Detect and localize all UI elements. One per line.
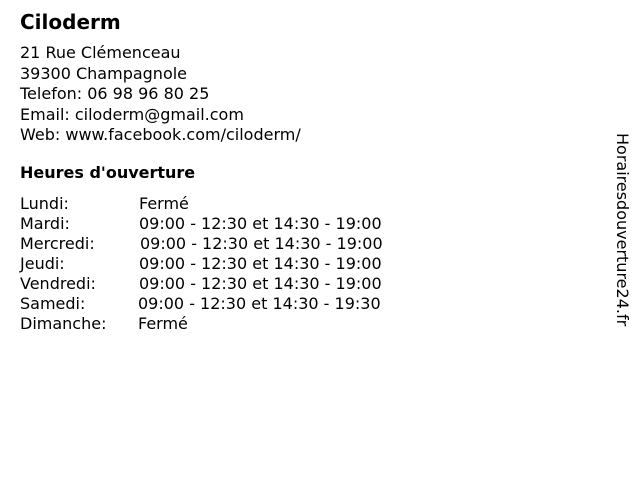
hours-value: 09:00 - 12:30 et 14:30 - 19:00 (140, 234, 383, 253)
watermark-text: Horairesdouverture24.fr (613, 133, 632, 327)
hours-value: 09:00 - 12:30 et 14:30 - 19:00 (139, 254, 382, 273)
day-label: Mercredi: (20, 234, 95, 253)
website: Web: www.facebook.com/ciloderm/ (20, 125, 301, 144)
hours-value: 09:00 - 12:30 et 14:30 - 19:00 (139, 214, 382, 233)
site-watermark (612, 133, 632, 345)
day-label: Lundi: (20, 194, 69, 213)
street-address: 21 Rue Clémenceau (20, 43, 181, 62)
hours-value: 09:00 - 12:30 et 14:30 - 19:30 (138, 294, 381, 313)
contact-info (20, 43, 301, 146)
day-label: Vendredi: (20, 274, 96, 293)
hours-value: Fermé (139, 194, 189, 213)
hours-value: Fermé (138, 314, 188, 333)
day-label: Samedi: (20, 294, 86, 313)
phone-number: Telefon: 06 98 96 80 25 (20, 84, 210, 103)
business-name: Ciloderm (20, 10, 121, 34)
day-label: Jeudi: (20, 254, 65, 273)
hours-value: 09:00 - 12:30 et 14:30 - 19:00 (139, 274, 382, 293)
day-label: Mardi: (20, 214, 70, 233)
city-postcode: 39300 Champagnole (20, 63, 188, 83)
opening-hours-heading: Heures d'ouverture (20, 163, 196, 182)
email-address: Email: ciloderm@gmail.com (20, 104, 244, 124)
day-label: Dimanche: (20, 314, 107, 333)
